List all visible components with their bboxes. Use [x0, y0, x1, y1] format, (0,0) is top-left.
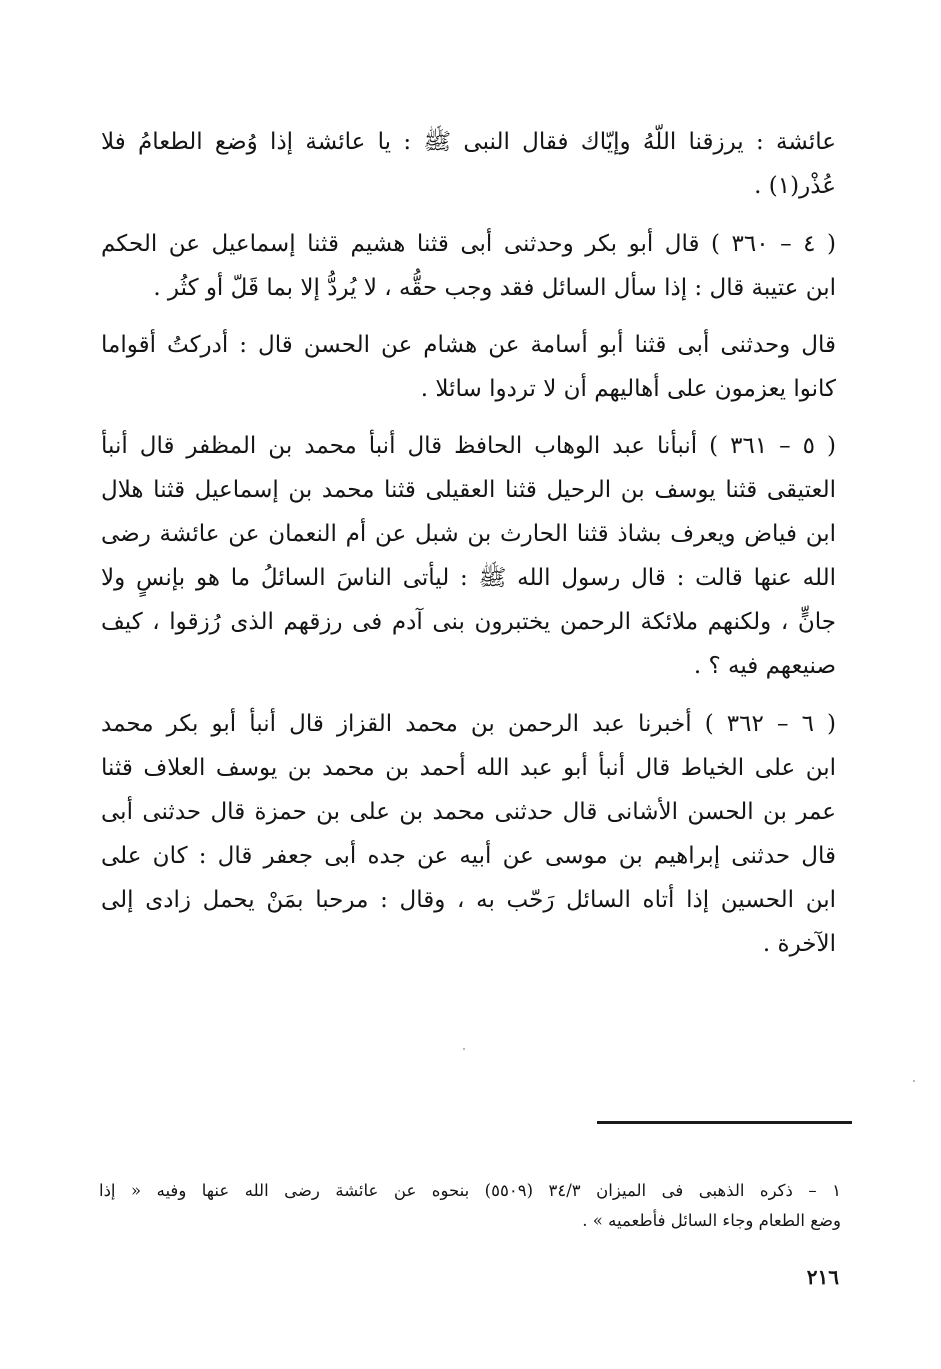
body-line: ابن عتيبة قال : إذا سأل السائل فقد وجب حقُّه ، لا يُردُّ إلا بما قَلّ أو كثُر . — [153, 275, 836, 301]
body-line: ابن على الخياط قال أنبأ أبو عبد الله أحمد بن محمد بن يوسف العلاف قثنا — [101, 755, 836, 781]
scan-speck — [913, 1080, 915, 1082]
footnote-line: وضع الطعام وجاء السائل فأطعميه » . — [582, 1211, 841, 1230]
body-line: كانوا يعزمون على أهاليهم أن لا تردوا سائلا . — [420, 376, 836, 402]
footnote-separator — [597, 1121, 852, 1124]
body-line: عمر بن الحسن الأشانى قال حدثنى محمد بن على بن حمزة قال حدثنى أبى — [101, 799, 836, 825]
body-line: ( ٤ – ٣٦٠ ) قال أبو بكر وحدثنى أبى قثنا هشيم قثنا إسماعيل عن الحكم — [101, 231, 836, 257]
body-line: ( ٦ – ٣٦٢ ) أخبرنا عبد الرحمن بن محمد القزاز قال أنبأ أبو بكر محمد — [101, 711, 836, 737]
body-line: العتيقى قثنا يوسف بن الرحيل قثنا العقيلى قثنا محمد بن إسماعيل قثنا هلال — [101, 477, 836, 503]
body-line: ( ٥ – ٣٦١ ) أنبأنا عبد الوهاب الحافظ قال أنبأ محمد بن المظفر قال أنبأ — [101, 433, 836, 459]
body-line: ابن الحسين إذا أتاه السائل رَحّب به ، وقال : مرحبا بمَنْ يحمل زادى إلى — [101, 887, 836, 913]
body-line: عائشة : يرزقنا اللّهُ وإيّاك فقال النبى ﷺ : يا عائشة إذا وُضع الطعامُ فلا — [101, 129, 836, 155]
body-line: صنيعهم فيه ؟ . — [693, 653, 836, 679]
body-line: الله عنها قالت : قال رسول الله ﷺ : ليأتى الناسَ السائلُ ما هو بإنسٍ ولا — [101, 565, 836, 591]
body-line: الآخرة . — [762, 931, 836, 957]
body-line: جانٍّ ، ولكنهم ملائكة الرحمن يختبرون بنى آدم فى رزقهم الذى رُزقوا ، كيف — [101, 609, 836, 635]
body-line: عُذْر(١) . — [754, 173, 836, 199]
body-line: ابن فياض ويعرف بشاذ قثنا الحارث بن شبل عن أم النعمان عن عائشة رضى — [101, 521, 836, 547]
body-line: قال وحدثنى أبى قثنا أبو أسامة عن هشام عن الحسن قال : أدركتُ أقواما — [101, 332, 836, 358]
page-number: ٢١٦ — [806, 1265, 839, 1289]
scan-speck — [463, 1048, 465, 1050]
footnote-line: ١ – ذكره الذهبى فى الميزان ٣٤/٣ (٥٥٠٩) بنحوه عن عائشة رضى الله عنها وفيه « إذا — [99, 1181, 841, 1200]
body-line: قال حدثنى إبراهيم بن موسى عن أبيه عن جده أبى جعفر قال : كان على — [101, 843, 836, 869]
